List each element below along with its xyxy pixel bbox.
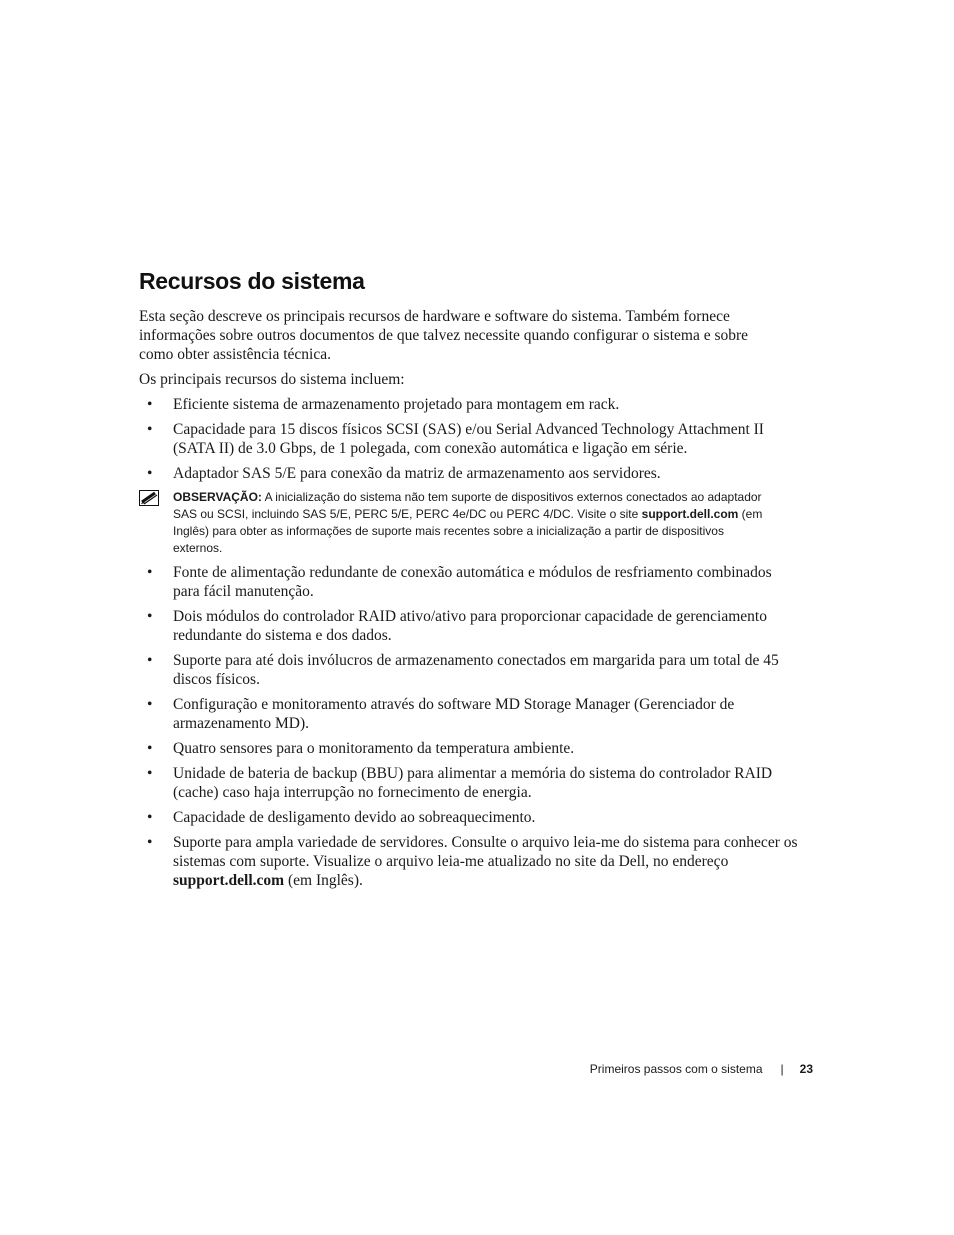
intro-paragraph: Esta seção descreve os principais recursos de hardware e software do sistema. Também fornece informações sobre outros documentos de que talvez necessite quando configurar o sistema e sobre como obter assistência técnica. [139,308,749,363]
list-item [139,808,799,827]
list-item [139,833,799,890]
bullet-marker: • [147,652,153,669]
bullet-marker: • [147,421,153,438]
page-number: 23 [799,1062,813,1076]
bullet-marker: • [147,564,153,581]
bullet-marker: • [147,465,153,482]
bullet-marker: • [147,396,153,413]
footer-title: Primeiros passos com o sistema [589,1062,763,1076]
bullet-marker: • [147,740,153,757]
list-item-text: Adaptador SAS 5/E para conexão da matriz de armazenamento aos servidores. [173,465,661,482]
list-item [139,739,799,758]
note-label: OBSERVAÇÃO: [173,490,262,504]
list-item [139,607,799,645]
footer-separator: | [780,1062,784,1076]
note-block [139,489,763,557]
list-item-text: Suporte para até dois invólucros de armazenamento conectados em margarida para um total de 45 discos físicos. [173,652,779,688]
feature-list [139,395,799,896]
list-item-text: Quatro sensores para o monitoramento da temperatura ambiente. [173,740,575,757]
bullet-marker: • [147,809,153,826]
list-item-text-after: (em Inglês). [284,872,363,889]
list-item-text-before: Suporte para ampla variedade de servidores. Consulte o arquivo leia-me do sistema para conhecer os sistemas com suporte. Visualize o arquivo leia-me atualizado no site da Dell, no endereço [173,834,798,870]
list-item [139,420,799,458]
list-item [139,464,799,483]
section-heading: Recursos do sistema [139,268,365,294]
page-footer [590,1062,813,1076]
support-link[interactable]: support.dell.com [173,872,285,889]
list-item [139,651,799,689]
list-item-text: Configuração e monitoramento através do software MD Storage Manager (Gerenciador de armazenamento MD). [173,696,735,732]
bullet-marker: • [147,696,153,713]
note-link[interactable]: support.dell.com [641,507,739,521]
list-item [139,563,799,601]
list-item-text: Capacidade de desligamento devido ao sobreaquecimento. [173,809,536,826]
bullet-marker: • [147,834,153,851]
list-item [139,395,799,414]
list-item [139,695,799,733]
bullet-marker: • [147,765,153,782]
list-item-text: Dois módulos do controlador RAID ativo/ativo para proporcionar capacidade de gerenciamento redundante do sistema e dos dados. [173,608,767,644]
list-item [139,764,799,802]
list-item-text: Eficiente sistema de armazenamento projetado para montagem em rack. [173,396,620,413]
bullet-marker: • [147,608,153,625]
note-text-after: (em Inglês) para obter as informações de suporte mais recentes sobre a inicialização a partir de dispositivos externos. [173,507,763,555]
list-item-text: Capacidade para 15 discos físicos SCSI (SAS) e/ou Serial Advanced Technology Attachment II (SATA II) de 3.0 Gbps, de 1 polegada, com conexão automática e ligação em série. [173,421,764,457]
list-item-text: Fonte de alimentação redundante de conexão automática e módulos de resfriamento combinados para fácil manutenção. [173,564,772,600]
note-text-before: A inicialização do sistema não tem suporte de dispositivos externos conectados ao adaptador SAS ou SCSI, incluindo SAS 5/E, PERC 5/E, PERC 4e/DC ou PERC 4/DC. Visite o site [173,490,762,521]
pencil-note-icon [139,490,159,506]
features-lead: Os principais recursos do sistema incluem: [139,371,405,388]
list-item-text: Unidade de bateria de backup (BBU) para alimentar a memória do sistema do controlador RAID (cache) caso haja interrupção no fornecimento de energia. [173,765,773,801]
